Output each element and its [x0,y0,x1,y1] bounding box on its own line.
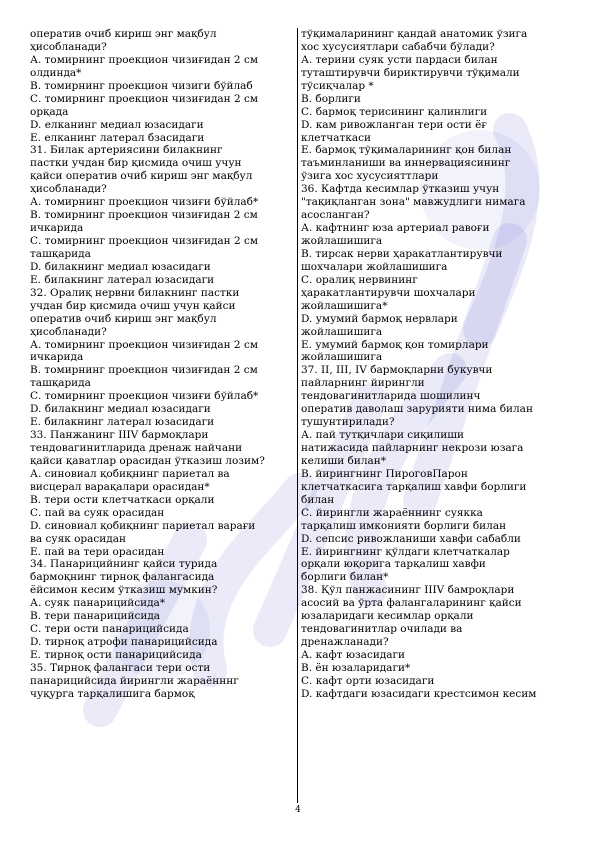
text-line: тендовагинитлар очилади ва [301,623,463,636]
text-line: 37. II, III, IV бармоқларни букувчи [301,364,493,377]
text-line: В. ён юзаларидаги* [301,661,411,674]
text-line: Е. билакнинг латерал юзасидаги [30,273,215,286]
text-line: Е. елканинг латерал бзасидаги [30,131,205,144]
text-line: келиши билан* [301,454,387,467]
text-line: тушунтирилади? [301,416,395,429]
text-line: D. сепсис ривожланиши хавфи сабабли [301,532,521,545]
text-line: D. кафтдаги юзасидаги крестсимон кесим [301,687,537,700]
text-line: асосланган? [301,209,370,222]
text-line: В. тирсак нерви ҳаракатлантирувчи [301,247,503,260]
text-line: С. пай ва суяк орасидан [30,506,165,519]
text-line: С. томирнинг проекцион чизиғидан 2 см [30,92,259,105]
text-line: жойлашишига [301,351,383,364]
text-line: В. тери ости клетчаткаси орқали [30,493,215,506]
text-line: клетчаткасига тарқалиш хавфи борлиги [301,480,527,493]
text-line: учдан бир қисмида очиш учун қайси [30,299,236,312]
text-line: В. томирнинг проекцион чизиғидан 2 см [30,364,258,377]
text-line: 34. Панарицийнинг қайси турида [30,558,218,571]
left-column [30,28,298,701]
text-line: D. билакнинг медиал юзасидаги [30,260,211,273]
text-line: шохчалари жойлашишига [301,260,448,273]
text-line: С. бармоқ терисининг қалинлиги [301,105,488,118]
text-line: Е. билакнинг латерал юзасидаги [30,416,215,429]
text-line: ёйсимон кесим ўтказиш мумкин? [30,584,218,597]
text-line: Е. йирингнинг қўлдаги клетчаткалар [301,545,510,558]
text-line: В. борлиги [301,92,361,105]
text-line: D. кам ривожланган тери ости ёғ [301,118,487,131]
text-line: ўзига хос хусусияттлари [301,170,439,183]
text-line: Е. умумий бармоқ қон томирлари [301,338,489,351]
text-line: клетчаткаси [301,131,371,144]
text-line: олдинда* [30,66,82,79]
text-line: тендовагинитларида дренаж найчани [30,442,243,454]
text-line: С. томирнинг проекцион чизиғи бўйлаб* [30,390,259,403]
text-line: жойлашишига* [301,299,388,312]
text-line: D. билакнинг медиал юзасидаги [30,403,211,416]
page-number: 4 [295,805,301,815]
text-line: туташтирувчи бириктирувчи тўқимали [301,66,520,79]
text-line: оператив даволаш зарурияти нима билан [301,403,533,416]
text-line: ичкарида [30,222,84,235]
text-line: орқада [30,105,69,118]
text-line: панарицийсида йирингли жараённнг [30,674,239,687]
text-line: ташқарида [30,247,91,260]
text-line: қайси қаватлар орасидан ўтказиш лозим? [30,454,265,467]
text-line: дренажланади? [301,636,389,649]
text-line: ташқарида [30,377,91,390]
text-line: орқали юқорига тарқалиш хавфи [301,558,486,571]
text-line: 31. Билак артериясини билакнинг [30,144,223,157]
text-line: С. йирингли жараённинг суякка [301,506,483,519]
text-line: А. томирнинг проекцион чизиғи бўйлаб* [30,196,259,209]
text-line: С. оралиқ нервининг [301,273,418,286]
text-line: А. пай тутқичлари сиқилиши [301,429,464,442]
text-line: 35. Тирноқ фалангаси тери ости [30,661,211,674]
text-line: В. йирингнинг ПироговПарон [301,467,468,480]
text-line: юзаларидаги кесимлар орқали [301,610,474,623]
text-line: В. томирнинг проекцион чизиги бўйлаб [30,79,253,92]
text-line: қайси оператив очиб кириш энг мақбул [30,170,253,183]
text-line: оператив очиб кириш энг мақбул [30,312,217,325]
text-line: А. томирнинг проекцион чизиғидан 2 см [30,338,258,351]
right-column [301,28,570,701]
text-line: А. суяк панарицийсида* [30,597,166,610]
text-line: ичкарида [30,351,84,364]
text-line: В. томирнинг проекцион чизиғидан 2 см [30,209,258,222]
text-line: асосий ва ўрта фалангаларининг қайси [301,597,522,610]
text-line: билан [301,493,335,506]
two-column-text [30,28,570,803]
text-line: Е. пай ва тери орасидан [30,545,165,558]
text-line: А. синовиал қобиқнинг париетал ва [30,467,230,480]
text-line: С. томирнинг проекцион чизиғидан 2 см [30,235,259,247]
text-line: В. тери панарицийсида [30,610,161,623]
text-line: А. кафт юзасидаги [301,649,406,661]
text-line: А. томирнинг проекцион чизиғидан 2 см [30,53,258,66]
text-line: А. терини суяк усти пардаси билан [301,53,498,66]
text-line: 32. Оралиқ нервни билакнинг пастки [30,286,240,299]
text-line: С. тери ости панарицийсида [30,623,189,636]
text-line: ҳисобланади? [30,40,107,53]
text-line: жойлашишига [301,325,383,338]
text-line: борлиги билан* [301,571,389,584]
text-line: таъминланиши ва иннервациясининг [301,157,511,170]
text-line: 33. Панжанинг IIIV бармоқлари [30,429,209,442]
text-line: оператив очиб кириш энг мақбул [30,28,217,40]
text-line: С. кафт орти юзасидаги [301,674,435,687]
text-line: тўқималарининг қандай анатомик ўзига [301,28,528,40]
text-line: А. кафтнинг юза артериал равоғи [301,222,490,235]
text-line: 36. Кафтда кесимлар ўтказиш учун [301,183,500,196]
text-line: бармоқнинг тирноқ фалангасида [30,571,215,584]
text-line: тендовагинитларида шошилинч [301,390,481,403]
text-line: натижасида пайларнинг некрози юзага [301,442,524,454]
text-line: Е. бармоқ тўқималарининг қон билан [301,144,512,157]
column-divider [297,28,298,803]
text-line: D. умумий бармоқ нервлари [301,312,458,325]
text-line: "тақиқланган зона" мавжудлиги нимага [301,196,526,209]
text-line: ҳаракатлантирувчи шохчалари [301,286,476,299]
text-line: хос хусусиятлари сабабчи бўлади? [301,40,495,53]
text-line: D. елканинг медиал юзасидаги [30,118,204,131]
text-line: D. тирноқ атрофи панарицийсида [30,636,218,649]
text-line: пастки учдан бир қисмида очиш учун [30,157,242,170]
text-line: тўсиқчалар * [301,79,374,92]
text-line: ҳисобланади? [30,325,107,338]
text-line: D. синовиал қобиқнинг париетал варағи [30,519,256,532]
text-line: пайларнинг йирингли [301,377,425,390]
text-line: 38. Қўл панжасининг IIIV бамроқлари [301,584,515,597]
text-line: жойлашишига [301,235,383,247]
text-line: ҳисобланади? [30,183,107,196]
text-line: тарқалиш имконияти борлиги билан [301,519,507,532]
text-line: висцерал варақалари орасидан* [30,480,210,493]
text-line: ва суяк орасидан [30,532,126,545]
text-line: чуқурга тарқалишига бармоқ [30,687,195,700]
text-line: Е. тирноқ ости панарицийсида [30,649,202,661]
